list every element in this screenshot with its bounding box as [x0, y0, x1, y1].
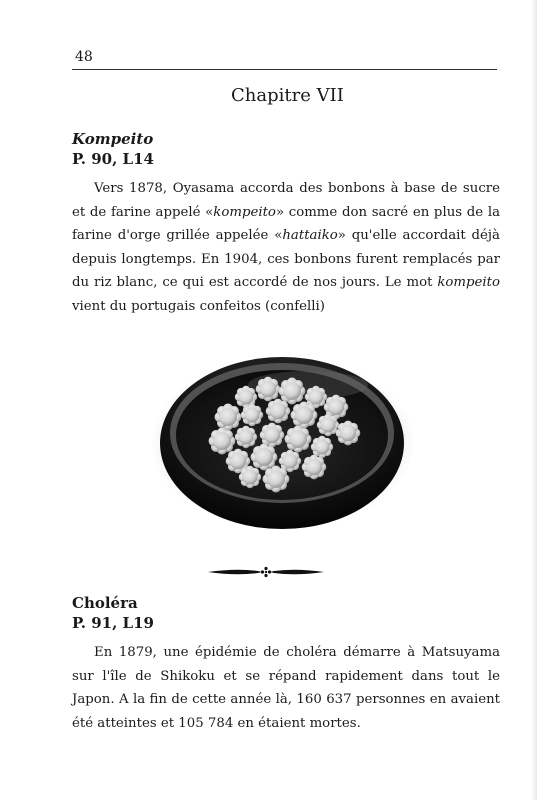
page-number: 48	[75, 49, 93, 65]
section-cholera	[72, 593, 500, 735]
section-title: Kompeito	[72, 130, 154, 148]
section-title: Choléra	[72, 594, 138, 612]
section-body: Vers 1878, Oyasama accorda des bonbons à base de sucre et de farine appelé «kompeito» comme don sacré en plus de la farine d'orge grillée appelée «hattaiko» qu'elle accordait déjà depuis longtemps. En 1904, ces bonbons furent remplacés par du riz blanc, ce qui est accordé de nos jours. Le mot kompeito vient du portugais confeitos (confelli)	[72, 181, 501, 314]
bowl-of-kompeito-photo	[158, 345, 406, 535]
section-reference: P. 90, L14	[72, 150, 154, 168]
header-rule	[72, 69, 497, 70]
photo-shadow	[152, 357, 414, 529]
ornament-divider-icon	[206, 565, 326, 579]
section-kompeito	[72, 129, 500, 318]
section-reference: P. 91, L19	[72, 614, 154, 632]
section-body: En 1879, une épidémie de choléra démarre à Matsuyama sur l'île de Shikoku et se répand rapidement dans tout le Japon. A la fin de cette année là, 160 637 personnes en avaient été atteintes et 105 784 en étaient mortes.	[72, 645, 500, 731]
chapter-title: Chapitre VII	[231, 85, 344, 106]
